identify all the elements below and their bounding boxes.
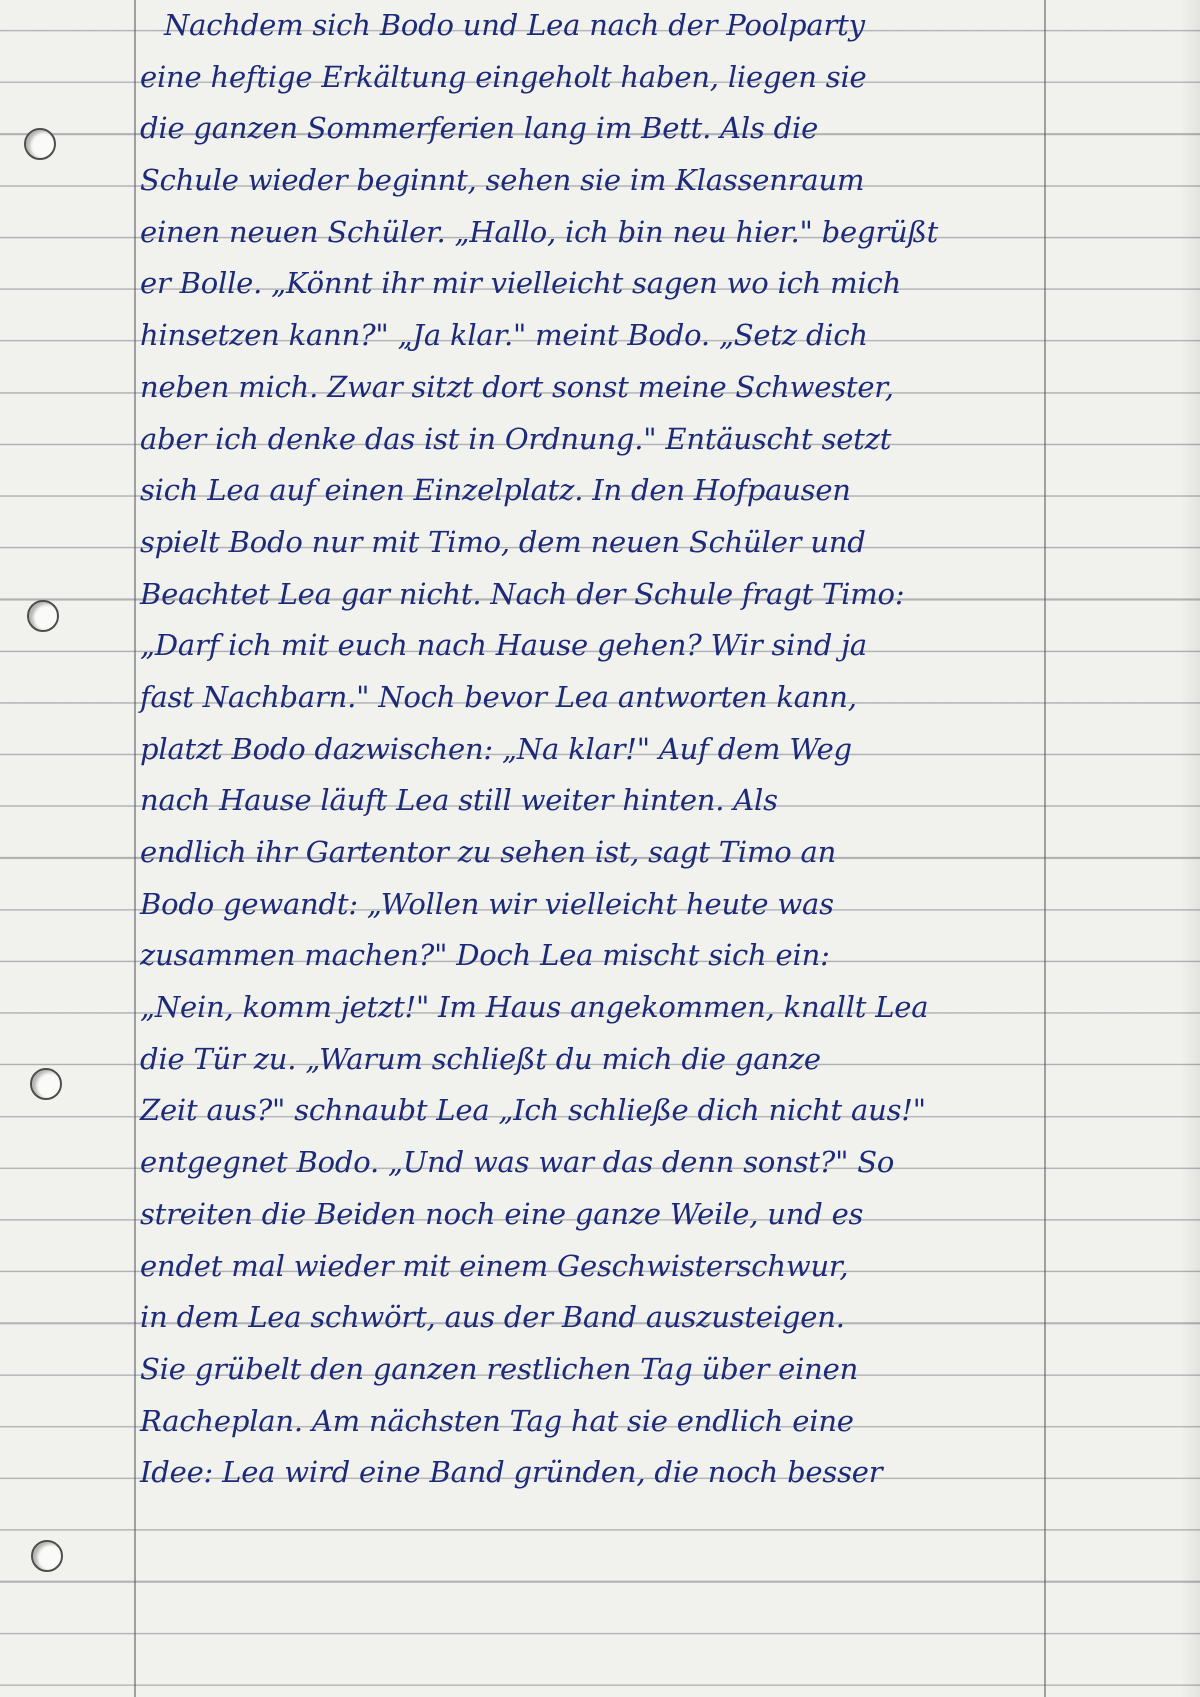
handwritten-text (140, 0, 1040, 1499)
text-line: neben mich. Zwar sitzt dort sonst meine Schwester, (140, 369, 894, 404)
text-line: spielt Bodo nur mit Timo, dem neuen Schüler und (140, 524, 866, 559)
text-line: er Bolle. „Könnt ihr mir vielleicht sagen wo ich mich (140, 266, 902, 301)
left-margin-line (134, 0, 136, 1697)
text-line: Sie grübelt den ganzen restlichen Tag über einen (140, 1351, 859, 1386)
text-line: Zeit aus?" schnaubt Lea „Ich schließe dich nicht aus!" (140, 1093, 926, 1128)
text-line: „Darf ich mit euch nach Hause gehen? Wir sind ja (140, 628, 867, 663)
text-line: nach Hause läuft Lea still weiter hinten. Als (140, 783, 778, 818)
text-line: Nachdem sich Bodo und Lea nach der Poolparty (164, 8, 865, 42)
punch-hole (24, 128, 56, 160)
text-line: fast Nachbarn." Noch bevor Lea antworten kann, (140, 679, 857, 714)
text-line: Beachtet Lea gar nicht. Nach der Schule fragt Timo: (140, 576, 905, 611)
punch-hole (27, 600, 59, 632)
text-line: Schule wieder beginnt, sehen sie im Klassenraum (140, 163, 865, 198)
text-line: die ganzen Sommerferien lang im Bett. Als die (140, 111, 819, 146)
right-margin-line (1044, 0, 1046, 1697)
text-line: einen neuen Schüler. „Hallo, ich bin neu hier." begrüßt (140, 214, 939, 249)
text-line: in dem Lea schwört, aus der Band auszusteigen. (140, 1300, 845, 1335)
text-line: hinsetzen kann?" „Ja klar." meint Bodo. „Setz dich (140, 318, 868, 353)
text-line: streiten die Beiden noch eine ganze Weile, und es (140, 1196, 864, 1231)
text-line: platzt Bodo dazwischen: „Na klar!" Auf dem Weg (140, 731, 852, 766)
text-line: endlich ihr Gartentor zu sehen ist, sagt Timo an (140, 835, 837, 869)
text-line: zusammen machen?" Doch Lea mischt sich ein: (140, 938, 830, 973)
page-edge-shadow (1180, 0, 1200, 1697)
text-line: Bodo gewandt: „Wollen wir vielleicht heute was (140, 886, 834, 921)
punch-hole (31, 1540, 63, 1572)
text-line: endet mal wieder mit einem Geschwisterschwur, (140, 1248, 849, 1283)
text-line: aber ich denke das ist in Ordnung." Entäuscht setzt (140, 421, 892, 456)
punch-hole (30, 1068, 62, 1100)
text-line: sich Lea auf einen Einzelplatz. In den Hofpausen (140, 473, 851, 508)
text-line: Racheplan. Am nächsten Tag hat sie endlich eine (140, 1403, 854, 1438)
text-line: eine heftige Erkältung eingeholt haben, liegen sie (140, 59, 867, 94)
text-line: „Nein, komm jetzt!" Im Haus angekommen, knallt Lea (140, 990, 929, 1025)
text-line: Idee: Lea wird eine Band gründen, die noch besser (140, 1455, 883, 1490)
text-line: entgegnet Bodo. „Und was war das denn sonst?" So (140, 1145, 895, 1180)
text-line: die Tür zu. „Warum schließt du mich die ganze (140, 1041, 821, 1076)
